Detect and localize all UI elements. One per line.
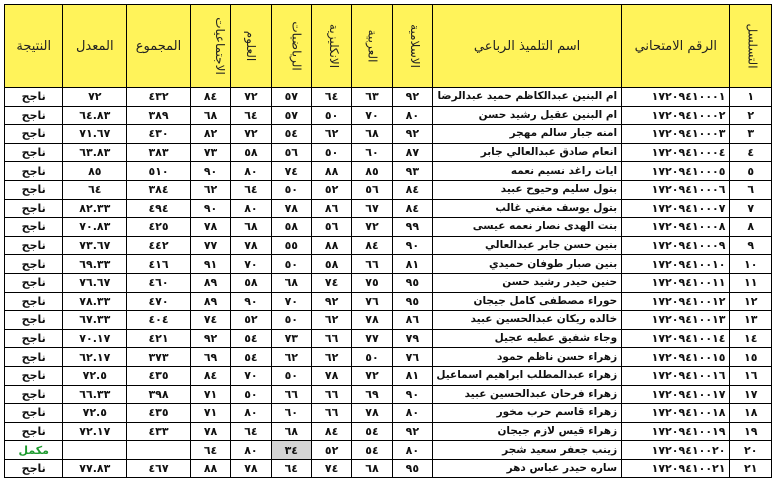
cell-average: ٧٢.٥ xyxy=(63,404,127,423)
cell-science: ٧٢ xyxy=(231,88,271,107)
cell-exam-no: ١٧٢٠٩٤١٠٠٠٩ xyxy=(622,236,730,255)
cell-science: ٨٠ xyxy=(231,199,271,218)
cell-social: ٨٩ xyxy=(190,273,230,292)
cell-name: امنه جبار سالم مهجر xyxy=(433,125,622,144)
cell-total: ٣٩٨ xyxy=(127,385,191,404)
cell-result: ناجح xyxy=(5,88,63,107)
cell-science: ٦٨ xyxy=(231,218,271,237)
cell-name: زهراء عبدالمطلب ابراهيم اسماعيل xyxy=(433,366,622,385)
cell-social: ٨٩ xyxy=(190,292,230,311)
cell-english: ٧٤ xyxy=(311,459,351,478)
cell-exam-no: ١٧٢٠٩٤١٠٠٠٢ xyxy=(622,106,730,125)
table-row xyxy=(5,236,772,255)
table-row xyxy=(5,329,772,348)
cell-science: ٥٠ xyxy=(231,385,271,404)
cell-name: بنين صبار طوفان حميدي xyxy=(433,255,622,274)
cell-science: ٥٨ xyxy=(231,143,271,162)
cell-english: ٦٦ xyxy=(311,329,351,348)
table-row xyxy=(5,199,772,218)
cell-result: ناجح xyxy=(5,292,63,311)
cell-average: ٧٠.١٧ xyxy=(63,329,127,348)
cell-exam-no: ١٧٢٠٩٤١٠٠١٥ xyxy=(622,348,730,367)
table-row xyxy=(5,106,772,125)
cell-english: ٨٨ xyxy=(311,162,351,181)
cell-average xyxy=(63,441,127,460)
cell-average: ٧١.٦٧ xyxy=(63,125,127,144)
cell-average: ٦٤.٨٣ xyxy=(63,106,127,125)
cell-islamic: ٨٤ xyxy=(392,199,432,218)
cell-science: ٧٢ xyxy=(231,125,271,144)
cell-science: ٥٤ xyxy=(231,329,271,348)
cell-arabic: ٧٢ xyxy=(352,218,392,237)
table-row xyxy=(5,422,772,441)
cell-islamic: ٨٦ xyxy=(392,311,432,330)
cell-exam-no: ١٧٢٠٩٤١٠٠٢١ xyxy=(622,459,730,478)
cell-social: ٧٣ xyxy=(190,143,230,162)
table-row xyxy=(5,459,772,478)
cell-science: ٧٠ xyxy=(231,366,271,385)
cell-english: ٥٦ xyxy=(311,218,351,237)
cell-seq: ١٦ xyxy=(730,366,772,385)
cell-average: ٦٧.٣٣ xyxy=(63,311,127,330)
cell-math: ٦٦ xyxy=(271,385,311,404)
cell-total: ٤٣٥ xyxy=(127,404,191,423)
cell-seq: ١ xyxy=(730,88,772,107)
cell-average: ٧٢.٥ xyxy=(63,366,127,385)
cell-science: ٥٨ xyxy=(231,273,271,292)
cell-english: ٦٢ xyxy=(311,311,351,330)
cell-name: بنت الهدى نصار نعمه عيسى xyxy=(433,218,622,237)
cell-result: ناجح xyxy=(5,255,63,274)
results-table xyxy=(4,4,772,478)
cell-arabic: ٧٠ xyxy=(352,106,392,125)
cell-name: بتول يوسف مغني غالب xyxy=(433,199,622,218)
header-science xyxy=(231,5,271,88)
cell-total xyxy=(127,441,191,460)
cell-science: ٨٠ xyxy=(231,441,271,460)
cell-science: ٥٢ xyxy=(231,311,271,330)
cell-total: ٤٦٠ xyxy=(127,273,191,292)
cell-math: ٧٨ xyxy=(271,199,311,218)
cell-arabic: ٧٨ xyxy=(352,311,392,330)
cell-math: ٥٠ xyxy=(271,311,311,330)
cell-science: ٩٠ xyxy=(231,292,271,311)
cell-social: ٧١ xyxy=(190,385,230,404)
table-row xyxy=(5,348,772,367)
cell-social: ٦٢ xyxy=(190,180,230,199)
cell-english: ٦٦ xyxy=(311,385,351,404)
cell-math: ٥٠ xyxy=(271,255,311,274)
cell-seq: ٢ xyxy=(730,106,772,125)
cell-result: ناجح xyxy=(5,459,63,478)
cell-exam-no: ١٧٢٠٩٤١٠٠٠٥ xyxy=(622,162,730,181)
cell-result: ناجح xyxy=(5,143,63,162)
table-row xyxy=(5,385,772,404)
cell-seq: ١٣ xyxy=(730,311,772,330)
cell-science: ٦٤ xyxy=(231,106,271,125)
cell-arabic: ٥٤ xyxy=(352,422,392,441)
cell-total: ٥١٠ xyxy=(127,162,191,181)
cell-math: ٥٥ xyxy=(271,236,311,255)
cell-total: ٤٣٠ xyxy=(127,125,191,144)
cell-exam-no: ١٧٢٠٩٤١٠٠٠٤ xyxy=(622,143,730,162)
cell-islamic: ٧٦ xyxy=(392,348,432,367)
cell-exam-no: ١٧٢٠٩٤١٠٠١٣ xyxy=(622,311,730,330)
cell-social: ٦٨ xyxy=(190,106,230,125)
table-row xyxy=(5,180,772,199)
cell-islamic: ٩٩ xyxy=(392,218,432,237)
cell-social: ٧٤ xyxy=(190,311,230,330)
cell-exam-no: ١٧٢٠٩٤١٠٠١٤ xyxy=(622,329,730,348)
cell-seq: ١٥ xyxy=(730,348,772,367)
cell-average: ٨٢.٣٣ xyxy=(63,199,127,218)
cell-english: ٥٠ xyxy=(311,106,351,125)
cell-result: ناجح xyxy=(5,273,63,292)
cell-total: ٤٤٢ xyxy=(127,236,191,255)
cell-math: ٥٧ xyxy=(271,106,311,125)
header-average: المعدل xyxy=(63,5,127,88)
cell-english: ٧٨ xyxy=(311,366,351,385)
cell-math: ٥٤ xyxy=(271,125,311,144)
cell-english: ٦٦ xyxy=(311,404,351,423)
cell-result: ناجح xyxy=(5,422,63,441)
cell-total: ٤٢١ xyxy=(127,329,191,348)
header-sequence xyxy=(730,5,772,88)
header-english-label: الانكليزية xyxy=(327,23,342,68)
cell-total: ٤٣٢ xyxy=(127,88,191,107)
cell-seq: ١٧ xyxy=(730,385,772,404)
cell-social: ٦٩ xyxy=(190,348,230,367)
header-social-label: الاجتماعيات xyxy=(212,16,227,75)
cell-average: ٧٣.٦٧ xyxy=(63,236,127,255)
cell-english: ٩٢ xyxy=(311,292,351,311)
cell-islamic: ٨٠ xyxy=(392,441,432,460)
cell-exam-no: ١٧٢٠٩٤١٠٠١٢ xyxy=(622,292,730,311)
cell-math: ٥٨ xyxy=(271,218,311,237)
cell-result: ناجح xyxy=(5,329,63,348)
cell-science: ٨٠ xyxy=(231,404,271,423)
cell-name: بنين حسن جابر عبدالعالي xyxy=(433,236,622,255)
cell-average: ٧٢.١٧ xyxy=(63,422,127,441)
cell-exam-no: ١٧٢٠٩٤١٠٠٠٧ xyxy=(622,199,730,218)
cell-english: ٥٨ xyxy=(311,255,351,274)
cell-result: ناجح xyxy=(5,218,63,237)
cell-exam-no: ١٧٢٠٩٤١٠٠٢٠ xyxy=(622,441,730,460)
cell-social: ٨٨ xyxy=(190,459,230,478)
cell-islamic: ٨١ xyxy=(392,366,432,385)
cell-average: ٦٤ xyxy=(63,180,127,199)
cell-arabic: ٥٤ xyxy=(352,441,392,460)
cell-result: ناجح xyxy=(5,236,63,255)
cell-result: ناجح xyxy=(5,385,63,404)
cell-result: ناجح xyxy=(5,348,63,367)
cell-social: ٨٢ xyxy=(190,125,230,144)
cell-name: حنين حيدر رشيد حسن xyxy=(433,273,622,292)
cell-name: زهراء قاسم حرب مخور xyxy=(433,404,622,423)
cell-science: ٧٨ xyxy=(231,459,271,478)
cell-result: ناجح xyxy=(5,125,63,144)
cell-exam-no: ١٧٢٠٩٤١٠٠١٧ xyxy=(622,385,730,404)
cell-math: ٧٣ xyxy=(271,329,311,348)
cell-social: ٩٠ xyxy=(190,162,230,181)
cell-seq: ٢١ xyxy=(730,459,772,478)
cell-social: ٧٨ xyxy=(190,422,230,441)
cell-exam-no: ١٧٢٠٩٤١٠٠٠٨ xyxy=(622,218,730,237)
cell-islamic: ٩٥ xyxy=(392,292,432,311)
cell-math: ٦٨ xyxy=(271,422,311,441)
cell-social: ٦٤ xyxy=(190,441,230,460)
cell-islamic: ٩٠ xyxy=(392,385,432,404)
cell-name: وجاء شفيق عطيه عجيل xyxy=(433,329,622,348)
cell-total: ٤٣٣ xyxy=(127,422,191,441)
cell-seq: ٣ xyxy=(730,125,772,144)
cell-seq: ١٢ xyxy=(730,292,772,311)
cell-social: ٩١ xyxy=(190,255,230,274)
cell-arabic: ٧٢ xyxy=(352,366,392,385)
cell-name: زهراء قيس لازم جيجان xyxy=(433,422,622,441)
cell-islamic: ٨٤ xyxy=(392,180,432,199)
cell-english: ٦٢ xyxy=(311,348,351,367)
table-row xyxy=(5,143,772,162)
cell-result: ناجح xyxy=(5,106,63,125)
cell-exam-no: ١٧٢٠٩٤١٠٠٠١ xyxy=(622,88,730,107)
table-row xyxy=(5,125,772,144)
header-arabic-label: العربية xyxy=(365,29,380,62)
cell-exam-no: ١٧٢٠٩٤١٠٠١١ xyxy=(622,273,730,292)
cell-average: ٧٢ xyxy=(63,88,127,107)
cell-science: ٦٤ xyxy=(231,422,271,441)
cell-name: خالده ريكان عبدالحسين عبيد xyxy=(433,311,622,330)
header-total: المجموع xyxy=(127,5,191,88)
cell-seq: ١٤ xyxy=(730,329,772,348)
table-body xyxy=(5,88,772,478)
table-row xyxy=(5,311,772,330)
cell-arabic: ٥٦ xyxy=(352,180,392,199)
cell-average: ٨٥ xyxy=(63,162,127,181)
cell-total: ٤٦٧ xyxy=(127,459,191,478)
header-sequence-label: التسلسل xyxy=(746,22,761,69)
cell-exam-no: ١٧٢٠٩٤١٠٠١٩ xyxy=(622,422,730,441)
cell-english: ٨٨ xyxy=(311,236,351,255)
table-row xyxy=(5,404,772,423)
cell-math: ٧٤ xyxy=(271,162,311,181)
cell-arabic: ٦٧ xyxy=(352,199,392,218)
cell-math: ٦٨ xyxy=(271,273,311,292)
cell-math: ٦٠ xyxy=(271,404,311,423)
cell-seq: ١٩ xyxy=(730,422,772,441)
cell-average: ٧٨.٣٣ xyxy=(63,292,127,311)
cell-islamic: ٨٧ xyxy=(392,143,432,162)
cell-seq: ٤ xyxy=(730,143,772,162)
cell-islamic: ٨١ xyxy=(392,255,432,274)
cell-science: ٨٠ xyxy=(231,162,271,181)
cell-math: ٦٢ xyxy=(271,348,311,367)
cell-arabic: ٧٧ xyxy=(352,329,392,348)
table-row xyxy=(5,88,772,107)
cell-math: ٥٧ xyxy=(271,88,311,107)
cell-social: ٩٢ xyxy=(190,329,230,348)
cell-math: ٣٤ xyxy=(271,441,311,460)
cell-average: ٧٧.٨٣ xyxy=(63,459,127,478)
cell-seq: ٨ xyxy=(730,218,772,237)
cell-name: ساره حيدر عباس دهر xyxy=(433,459,622,478)
cell-arabic: ٦٠ xyxy=(352,143,392,162)
cell-arabic: ٨٤ xyxy=(352,236,392,255)
cell-total: ٤٧٠ xyxy=(127,292,191,311)
cell-average: ٦٢.١٧ xyxy=(63,348,127,367)
header-math xyxy=(271,5,311,88)
cell-arabic: ٦٨ xyxy=(352,125,392,144)
cell-name: زهراء حسن ناظم حمود xyxy=(433,348,622,367)
cell-english: ٦٢ xyxy=(311,125,351,144)
cell-social: ٧٧ xyxy=(190,236,230,255)
cell-average: ٧٠.٨٣ xyxy=(63,218,127,237)
cell-islamic: ٨٠ xyxy=(392,106,432,125)
cell-islamic: ٩٣ xyxy=(392,162,432,181)
cell-seq: ٧ xyxy=(730,199,772,218)
cell-english: ٥٢ xyxy=(311,180,351,199)
cell-english: ٦٤ xyxy=(311,88,351,107)
header-name: اسم التلميذ الرباعي xyxy=(433,5,622,88)
table-row xyxy=(5,255,772,274)
cell-english: ٥٢ xyxy=(311,441,351,460)
cell-total: ٣٨٩ xyxy=(127,106,191,125)
cell-english: ٥٠ xyxy=(311,143,351,162)
cell-islamic: ٨٠ xyxy=(392,404,432,423)
cell-seq: ٥ xyxy=(730,162,772,181)
cell-total: ٤٣٥ xyxy=(127,366,191,385)
cell-average: ٦٦.٣٣ xyxy=(63,385,127,404)
header-result: النتيجة xyxy=(5,5,63,88)
cell-exam-no: ١٧٢٠٩٤١٠٠١٦ xyxy=(622,366,730,385)
cell-average: ٧٦.٦٧ xyxy=(63,273,127,292)
cell-science: ٦٤ xyxy=(231,180,271,199)
cell-islamic: ٩٠ xyxy=(392,236,432,255)
cell-name: زينب جعفر سعيد شجر xyxy=(433,441,622,460)
cell-name: ام البنين عبدالكاظم حميد عبدالرضا xyxy=(433,88,622,107)
header-science-label: العلوم xyxy=(243,30,258,61)
cell-social: ٨٤ xyxy=(190,366,230,385)
cell-seq: ٦ xyxy=(730,180,772,199)
cell-name: زهراء فرحان عبدالحسين عبيد xyxy=(433,385,622,404)
cell-english: ٨٦ xyxy=(311,199,351,218)
cell-social: ٨٤ xyxy=(190,88,230,107)
cell-arabic: ٨٥ xyxy=(352,162,392,181)
cell-science: ٧٨ xyxy=(231,236,271,255)
cell-math: ٧٠ xyxy=(271,292,311,311)
table-row xyxy=(5,218,772,237)
table-header xyxy=(5,5,772,88)
cell-science: ٥٤ xyxy=(231,348,271,367)
cell-exam-no: ١٧٢٠٩٤١٠٠١٠ xyxy=(622,255,730,274)
cell-math: ٦٤ xyxy=(271,459,311,478)
cell-result: ناجح xyxy=(5,366,63,385)
cell-average: ٦٩.٣٣ xyxy=(63,255,127,274)
cell-islamic: ٧٩ xyxy=(392,329,432,348)
header-islamic xyxy=(392,5,432,88)
cell-total: ٣٧٣ xyxy=(127,348,191,367)
cell-seq: ١٠ xyxy=(730,255,772,274)
cell-social: ٧٨ xyxy=(190,218,230,237)
cell-islamic: ٩٢ xyxy=(392,422,432,441)
cell-islamic: ٩٥ xyxy=(392,459,432,478)
cell-islamic: ٩٢ xyxy=(392,125,432,144)
cell-science: ٧٠ xyxy=(231,255,271,274)
cell-social: ٧١ xyxy=(190,404,230,423)
cell-arabic: ٥٠ xyxy=(352,348,392,367)
cell-math: ٥٠ xyxy=(271,366,311,385)
cell-seq: ٢٠ xyxy=(730,441,772,460)
cell-seq: ١١ xyxy=(730,273,772,292)
header-english xyxy=(311,5,351,88)
header-arabic xyxy=(352,5,392,88)
cell-result: ناجح xyxy=(5,180,63,199)
cell-exam-no: ١٧٢٠٩٤١٠٠٠٦ xyxy=(622,180,730,199)
cell-math: ٥٦ xyxy=(271,143,311,162)
cell-exam-no: ١٧٢٠٩٤١٠٠١٨ xyxy=(622,404,730,423)
cell-arabic: ٦٣ xyxy=(352,88,392,107)
cell-seq: ١٨ xyxy=(730,404,772,423)
header-exam-number: الرقم الامتحاني xyxy=(622,5,730,88)
cell-arabic: ٦٦ xyxy=(352,255,392,274)
cell-name: ام البنين عقيل رشيد حسن xyxy=(433,106,622,125)
cell-english: ٨٤ xyxy=(311,422,351,441)
cell-social: ٩٠ xyxy=(190,199,230,218)
header-islamic-label: الاسلامية xyxy=(407,23,422,68)
cell-exam-no: ١٧٢٠٩٤١٠٠٠٣ xyxy=(622,125,730,144)
table-row xyxy=(5,292,772,311)
table-row xyxy=(5,162,772,181)
cell-islamic: ٩٥ xyxy=(392,273,432,292)
cell-result: ناجح xyxy=(5,404,63,423)
cell-arabic: ٦٨ xyxy=(352,459,392,478)
cell-arabic: ٦٩ xyxy=(352,385,392,404)
table-row xyxy=(5,366,772,385)
cell-islamic: ٩٢ xyxy=(392,88,432,107)
cell-total: ٤٢٥ xyxy=(127,218,191,237)
cell-result: ناجح xyxy=(5,311,63,330)
cell-average: ٦٣.٨٣ xyxy=(63,143,127,162)
cell-math: ٥٠ xyxy=(271,180,311,199)
cell-name: حوراء مصطفى كامل جيجان xyxy=(433,292,622,311)
cell-arabic: ٧٨ xyxy=(352,404,392,423)
cell-total: ٤٠٤ xyxy=(127,311,191,330)
results-sheet xyxy=(4,4,772,478)
cell-name: ايات راغد نسيم نعمه xyxy=(433,162,622,181)
cell-english: ٧٤ xyxy=(311,273,351,292)
header-math-label: الرياضيات xyxy=(289,20,304,71)
cell-result: مكمل xyxy=(5,441,63,460)
cell-result: ناجح xyxy=(5,162,63,181)
header-social xyxy=(190,5,230,88)
cell-name: بتول سليم وحيوح عبيد xyxy=(433,180,622,199)
cell-result: ناجح xyxy=(5,199,63,218)
cell-total: ٣٨٤ xyxy=(127,180,191,199)
table-row xyxy=(5,441,772,460)
cell-arabic: ٧٥ xyxy=(352,273,392,292)
cell-total: ٤٩٤ xyxy=(127,199,191,218)
cell-seq: ٩ xyxy=(730,236,772,255)
cell-total: ٤١٦ xyxy=(127,255,191,274)
cell-total: ٣٨٣ xyxy=(127,143,191,162)
cell-name: انعام صادق عبدالعالي جابر xyxy=(433,143,622,162)
cell-arabic: ٧٦ xyxy=(352,292,392,311)
table-row xyxy=(5,273,772,292)
